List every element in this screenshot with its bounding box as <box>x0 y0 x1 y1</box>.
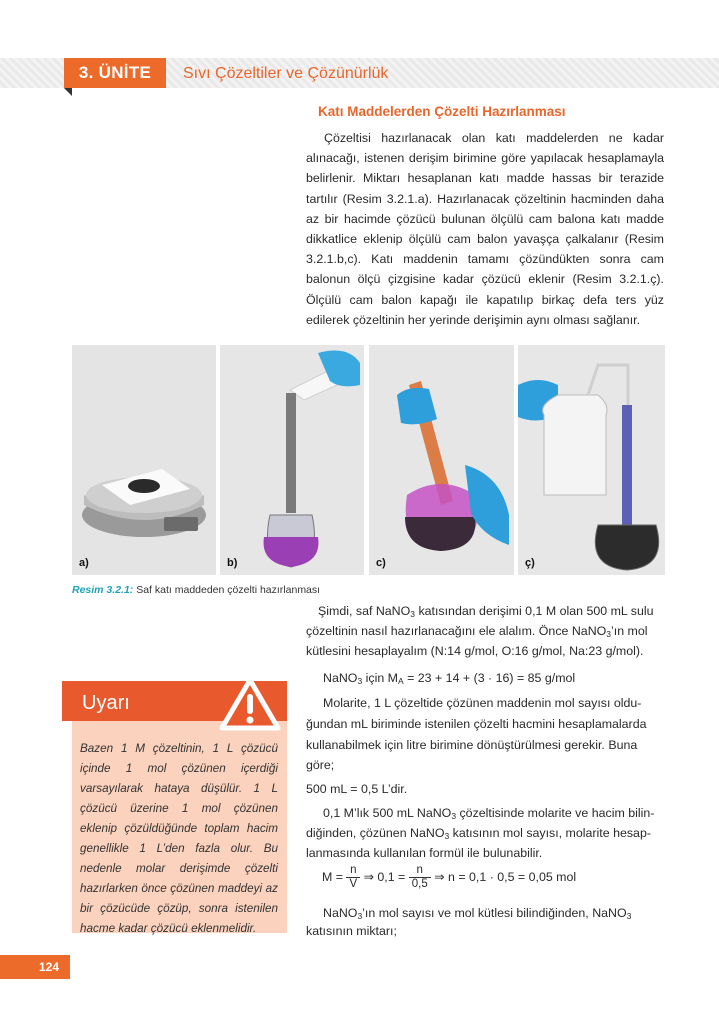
photo-flask-funnel <box>220 345 364 575</box>
caption-label: Resim 3.2.1: <box>72 584 134 596</box>
section-heading: Katı Maddelerden Çözelti Hazırlanması <box>318 104 566 119</box>
unit-title: Sıvı Çözeltiler ve Çözünürlük <box>183 65 389 82</box>
body-line-12: lanmasında kullanılan formül ile bulunabilir. <box>306 846 543 860</box>
unit-badge: 3. ÜNİTE <box>64 58 166 88</box>
unit-badge-fold <box>64 88 72 96</box>
page-number: 124 <box>0 955 70 979</box>
body-line-1: Şimdi, saf NaNO$_3$ katısından derişimi 0,1 M olan 500 mL sulu <box>318 604 654 619</box>
caption-text: Saf katı maddeden çözelti hazırlanması <box>136 584 321 596</box>
warning-title: Uyarı <box>82 692 130 714</box>
photo-label-c: c) <box>376 557 386 569</box>
body-line-14: katısının miktarı; <box>306 924 397 938</box>
body-line-11: diğinden, çözünen NaNO$_3$ katısının mol sayısı, molarite hesap- <box>306 826 651 841</box>
figure-caption <box>72 584 320 596</box>
volume-conversion: 500 mL = 0,5 L’dir. <box>306 782 408 796</box>
molar-mass-equation: NaNO$_3$ için $M_A = 23 + 14 + (3 \cdot 16) = 85$ g/mol <box>323 671 576 686</box>
molarity-formula: M = $\frac{n}{V}$ ⇒ 0,1 = $\frac{n}{0,5}$ ⇒ n = 0,1 · 0,5 = 0,05 mol <box>322 864 577 890</box>
photo-strip <box>72 345 665 575</box>
body-line-7: kullanabilmek için litre birimine dönüştürülmesi gerekir. Buna <box>306 738 638 752</box>
warning-triangle-icon <box>218 676 282 734</box>
intro-paragraph: Çözeltisi hazırlanacak olan katı maddelerden ne kadar alınacağı, istenen derişim birimine göre yapılacak hesaplamayla belirlenir. Miktarı hesaplanan katı madde hassas bir terazide tartılır (Resim 3.2.1.a). Hazırlanacak çözeltinin hacminden daha az bir hacimde çözücü bulunan ölçülü cam balona katı madde dikkatlice eklenip ölçülü cam balon yavaşça çalkalanır (Resim 3.2.1.b,c). Katı maddenin tamamı çözündükten sonra cam balonun ölçü çizgisine kadar çözücü eklenir (Resim 3.2.1.ç). Ölçülü cam balon kapağı ile kapatılıp birkaç defa ters yüz edilerek çözeltinin her yerinde derişimin aynı olması sağlanır. <box>306 131 664 327</box>
warning-text: Bazen 1 M çözeltinin, 1 L çözücü içinde 1 mol çözünen içerdiği varsayılarak hataya düşülür. 1 L çözücü üzerine 1 mol çözünen eklenip çözüldüğünde toplam hacim genellikle 1 L’den fazla olur. Bu nedenle molar derişimde çözelti hazırlarken önce çözünen maddeyi az bir çözücüde çözüp, sonra istenilen hacme kadar çözücü eklenmelidir. <box>80 742 278 935</box>
photo-wash-bottle <box>518 345 665 575</box>
body-line-2: çözeltinin nasıl hazırlanacağını ele alalım. Önce NaNO$_3$’ın mol <box>306 624 648 639</box>
body-line-5: Molarite, 1 L çözeltide çözünen maddenin mol sayısı oldu- <box>323 696 642 710</box>
body-line-10: 0,1 M’lık 500 mL NaNO$_3$ çözeltisinde molarite ve hacim bilin- <box>323 806 655 821</box>
photo-label-cc: ç) <box>525 557 535 569</box>
body-line-6: ğundan mL biriminde istenilen çözelti hacmini hesaplamalarda <box>306 717 647 731</box>
photo-label-a: a) <box>79 557 89 569</box>
body-line-13: NaNO$_3$’ın mol sayısı ve mol kütlesi bilindiğinden, NaNO$_3$ <box>323 906 632 921</box>
photo-label-b: b) <box>227 557 238 569</box>
photo-flask-swirl <box>369 345 514 575</box>
body-line-8: göre; <box>306 758 335 772</box>
body-line-3: kütlesini hesaplayalım (N:14 g/mol, O:16 g/mol, Na:23 g/mol). <box>306 644 644 658</box>
photo-balance <box>72 345 216 575</box>
